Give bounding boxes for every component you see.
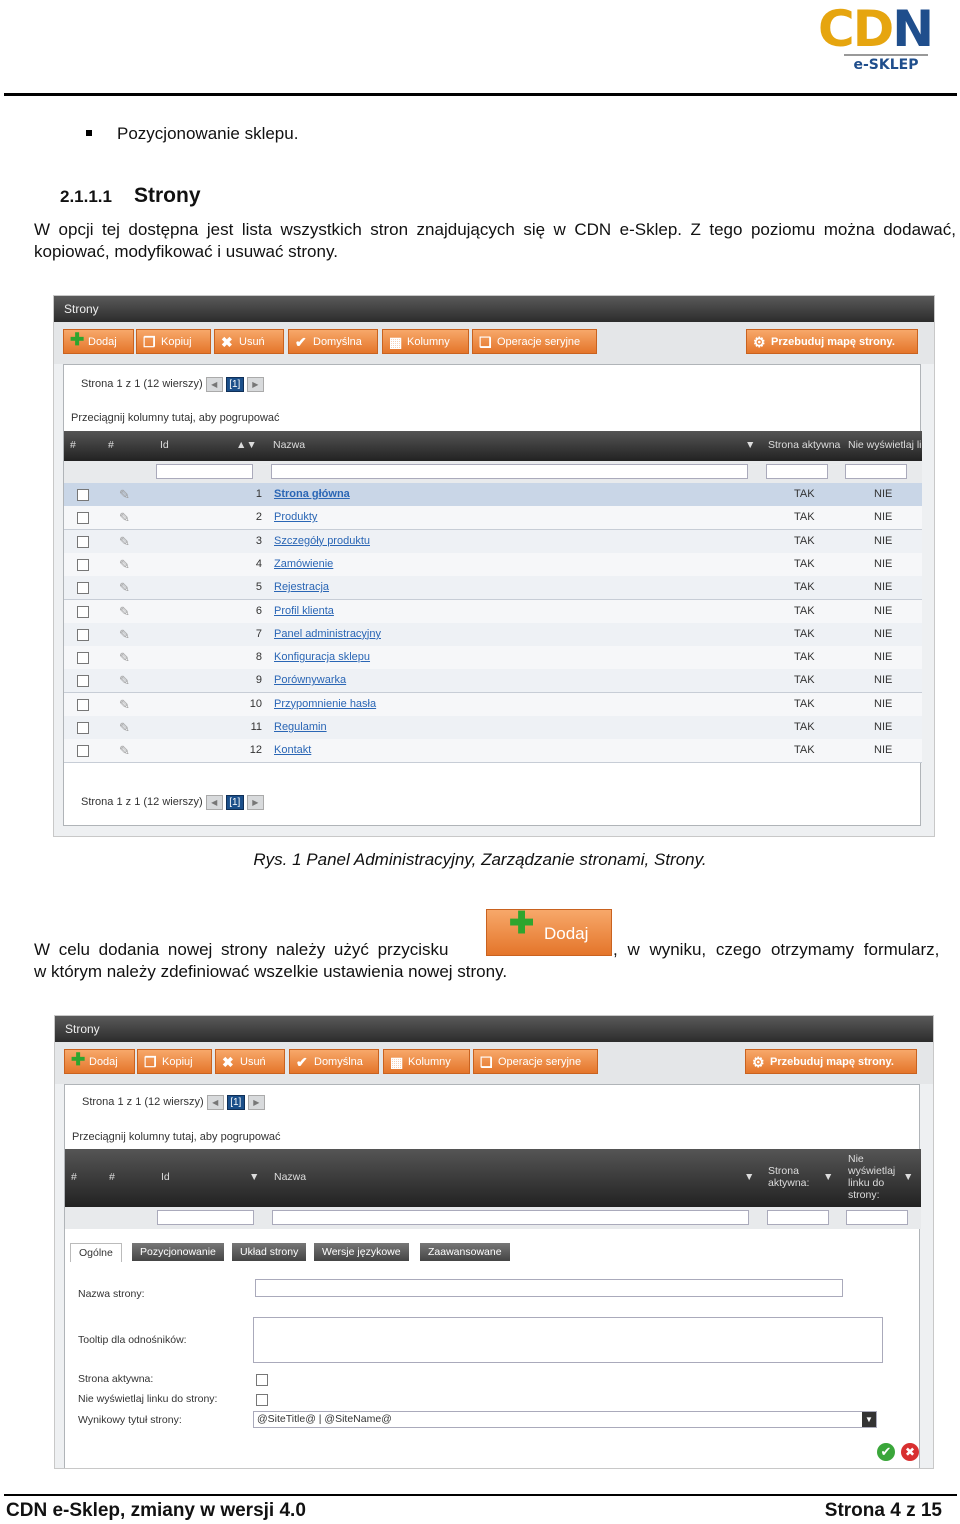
row-name-link[interactable]: Panel administracyjny: [274, 627, 381, 640]
row-hide-link: NIE: [874, 697, 893, 710]
tab-general[interactable]: Ogólne: [70, 1243, 122, 1262]
pager-text: Strona 1 z 1 (12 wierszy): [82, 1096, 204, 1108]
row-name-link[interactable]: Zamówienie: [274, 557, 334, 570]
table-row[interactable]: [64, 530, 922, 554]
check-icon: ✔: [295, 334, 307, 350]
row-hide-link: NIE: [874, 651, 893, 664]
row-hide-link: NIE: [874, 488, 893, 500]
result-title-select[interactable]: @SiteTitle@ | @SiteName@: [253, 1411, 877, 1428]
chevron-down-icon[interactable]: ▼: [862, 1412, 876, 1427]
batch-icon: ❏: [479, 334, 492, 350]
cdn-logo: [818, 0, 936, 74]
col-id[interactable]: Id: [160, 439, 169, 451]
filter-menu-icon[interactable]: ▼: [744, 1171, 755, 1183]
para2-line2: w którym należy zdefiniować wszelkie ustawienia nowej strony.: [34, 962, 508, 981]
row-hide-link: NIE: [874, 721, 893, 733]
grid-container: [63, 364, 921, 826]
row-checkbox[interactable]: [77, 559, 89, 571]
bullet-square-icon: [86, 130, 92, 136]
filter-menu-icon[interactable]: ▼: [249, 1171, 260, 1183]
next-page-icon[interactable]: ▶: [247, 795, 264, 810]
row-name-link[interactable]: Porównywarka: [274, 674, 347, 687]
sitemap-icon: ⚙: [752, 1054, 765, 1070]
tab-layout[interactable]: Układ strony: [232, 1243, 306, 1261]
sitemap-icon: ⚙: [753, 334, 766, 350]
table-row[interactable]: [64, 553, 922, 577]
row-active: TAK: [794, 651, 815, 664]
form-tabs: [70, 1243, 570, 1261]
next-page-icon[interactable]: ▶: [247, 377, 264, 392]
table-row[interactable]: [64, 739, 922, 763]
prev-page-icon[interactable]: ◀: [206, 377, 223, 392]
hide-filter-select[interactable]: [846, 1210, 908, 1225]
edit-icon[interactable]: ✎: [119, 556, 130, 572]
row-name-link[interactable]: Rejestracja: [274, 581, 330, 594]
pager-text: Strona 1 z 1 (12 wierszy): [81, 796, 203, 808]
save-icon[interactable]: ✔: [877, 1443, 895, 1461]
edit-icon[interactable]: ✎: [119, 696, 130, 712]
page-name-input[interactable]: [255, 1279, 843, 1297]
row-id: 3: [255, 534, 262, 547]
copy-button[interactable]: ❐ Kopiuj: [136, 329, 211, 354]
col-hide-link[interactable]: Nie wyświetlaj linku do strony:: [848, 1153, 896, 1201]
row-hide-link: NIE: [874, 557, 893, 570]
copy-button[interactable]: ❐ Kopiuj: [137, 1049, 212, 1074]
footer-divider: [4, 1494, 957, 1496]
table-row[interactable]: [64, 483, 922, 507]
name-filter-input[interactable]: [272, 1210, 749, 1225]
inline-add-button: ✚ Dodaj: [486, 909, 612, 956]
pager-current[interactable]: [1]: [226, 795, 244, 810]
panel-title: Strony: [54, 296, 934, 322]
footer-page-number: Strona 4 z 15: [824, 1500, 942, 1521]
col-hash-1[interactable]: #: [71, 1171, 77, 1183]
id-filter-input[interactable]: [156, 464, 253, 479]
row-checkbox[interactable]: [77, 536, 89, 548]
logo-sub: e-SKLEP: [844, 54, 928, 73]
row-checkbox[interactable]: [77, 745, 89, 757]
filter-row: [64, 461, 922, 483]
pager-text: Strona 1 z 1 (12 wierszy): [81, 378, 203, 390]
row-checkbox[interactable]: [77, 675, 89, 687]
group-hint: Przeciągnij kolumny tutaj, aby pogrupować: [71, 412, 280, 424]
col-hash-1[interactable]: #: [70, 439, 76, 451]
hide-link-label: Nie wyświetlaj linku do strony:: [78, 1393, 218, 1405]
edit-icon[interactable]: ✎: [119, 720, 130, 735]
edit-icon[interactable]: ✎: [119, 626, 130, 642]
table-row[interactable]: [64, 646, 922, 670]
row-hide-link: NIE: [874, 511, 893, 524]
row-checkbox[interactable]: [77, 512, 89, 524]
rebuild-sitemap-button[interactable]: ⚙ Przebuduj mapę strony.: [746, 329, 918, 354]
plus-icon: ✚: [71, 1050, 86, 1069]
copy-icon: ❐: [144, 1054, 157, 1070]
edit-icon[interactable]: ✎: [119, 533, 130, 549]
row-checkbox[interactable]: [77, 489, 89, 501]
row-checkbox[interactable]: [77, 606, 89, 618]
default-button[interactable]: ✔ Domyślna: [288, 329, 378, 354]
row-id: 6: [255, 604, 262, 617]
row-id: 1: [255, 488, 262, 500]
row-active: TAK: [794, 674, 815, 687]
row-active: TAK: [794, 627, 815, 640]
row-id: 7: [255, 627, 262, 640]
row-active: TAK: [794, 534, 815, 547]
table-row[interactable]: [64, 716, 922, 740]
grid-container: [64, 1084, 920, 1469]
row-active: TAK: [794, 557, 815, 570]
logo-main: CDN: [818, 0, 933, 58]
bullet-text: Pozycjonowanie sklepu.: [117, 124, 299, 143]
row-name-link[interactable]: Regulamin: [274, 721, 327, 733]
row-id: 8: [255, 651, 262, 664]
name-filter-input[interactable]: [271, 464, 748, 479]
active-filter-select[interactable]: [766, 464, 828, 479]
row-active: TAK: [794, 697, 815, 710]
header-divider: [4, 93, 957, 96]
active-filter-select[interactable]: [767, 1210, 829, 1225]
delete-button[interactable]: ✖ Usuń: [215, 1049, 285, 1074]
tooltip-textarea[interactable]: [253, 1317, 883, 1363]
columns-button[interactable]: ▦ Kolumny: [383, 1049, 470, 1074]
tab-languages[interactable]: Wersje językowe: [314, 1243, 409, 1261]
tooltip-label: Tooltip dla odnośników:: [78, 1334, 187, 1346]
edit-icon[interactable]: ✎: [119, 673, 130, 689]
tab-advanced[interactable]: Zaawansowane: [420, 1243, 510, 1261]
table-row[interactable]: [64, 600, 922, 624]
row-name-link[interactable]: Profil klienta: [274, 604, 334, 617]
cancel-icon[interactable]: ✖: [901, 1443, 919, 1461]
delete-icon: ✖: [221, 334, 233, 350]
edit-icon[interactable]: ✎: [119, 650, 130, 666]
table-row[interactable]: [64, 693, 922, 717]
row-id: 10: [249, 697, 262, 710]
para2-after: , w wyniku, czego otrzymamy formularz,: [613, 940, 940, 959]
row-hide-link: NIE: [874, 534, 893, 547]
row-id: 2: [255, 511, 262, 524]
row-name-link[interactable]: Przypomnienie hasła: [274, 697, 377, 710]
row-id: 12: [249, 744, 262, 757]
tab-positioning[interactable]: Pozycjonowanie: [132, 1243, 224, 1261]
row-active: TAK: [794, 511, 815, 524]
table-row[interactable]: [64, 623, 922, 647]
columns-button[interactable]: ▦ Kolumny: [382, 329, 469, 354]
row-id: 5: [255, 581, 262, 594]
section-title: Strony: [134, 184, 201, 207]
edit-icon[interactable]: ✎: [119, 510, 130, 526]
row-active: TAK: [794, 604, 815, 617]
panel-title: Strony: [55, 1016, 933, 1042]
id-filter-input[interactable]: [157, 1210, 254, 1225]
row-name-link[interactable]: Szczegóły produktu: [274, 534, 370, 547]
group-hint: Przeciągnij kolumny tutaj, aby pogrupować: [72, 1131, 281, 1143]
page-name-label: Nazwa strony:: [78, 1288, 145, 1300]
add-page-form-screenshot: [54, 1015, 934, 1469]
row-id: 11: [250, 721, 262, 733]
rebuild-sitemap-button[interactable]: ⚙ Przebuduj mapę strony.: [745, 1049, 917, 1074]
prev-page-icon[interactable]: ◀: [207, 1095, 224, 1110]
pager-current[interactable]: [1]: [226, 377, 244, 392]
row-checkbox[interactable]: [77, 582, 89, 594]
grid-header: [65, 1149, 921, 1207]
row-hide-link: NIE: [874, 744, 893, 757]
col-name[interactable]: Nazwa: [274, 1171, 307, 1183]
figure-caption: Rys. 1 Panel Administracyjny, Zarządzanie stronami, Strony.: [253, 850, 707, 869]
add-button[interactable]: ✚ Dodaj: [64, 1049, 135, 1074]
grid-header: [64, 431, 922, 461]
sort-asc-icon[interactable]: ▲▼: [236, 439, 257, 451]
delete-icon: ✖: [222, 1054, 234, 1070]
edit-icon[interactable]: ✎: [119, 487, 130, 502]
next-page-icon[interactable]: ▶: [248, 1095, 265, 1110]
copy-icon: ❐: [143, 334, 156, 350]
section-heading: [60, 184, 201, 208]
hide-filter-select[interactable]: [845, 464, 907, 479]
row-hide-link: NIE: [874, 581, 893, 594]
row-hide-link: NIE: [874, 674, 893, 687]
row-name-link[interactable]: Konfiguracja sklepu: [274, 651, 371, 664]
section-number: 2.1.1.1: [60, 187, 112, 206]
pager-current[interactable]: [1]: [227, 1095, 245, 1110]
row-active: TAK: [794, 721, 815, 733]
pages-panel-screenshot: [53, 295, 935, 837]
toolbar: [55, 1042, 933, 1084]
hide-link-checkbox[interactable]: [256, 1394, 268, 1406]
filter-menu-icon[interactable]: ▼: [823, 1171, 834, 1183]
filter-menu-icon[interactable]: ▼: [903, 1171, 914, 1183]
col-hash-2[interactable]: #: [109, 1171, 115, 1183]
row-active: TAK: [794, 744, 815, 757]
row-id: 4: [255, 557, 262, 570]
row-checkbox[interactable]: [77, 722, 89, 734]
edit-icon[interactable]: ✎: [119, 580, 130, 596]
toolbar: [54, 322, 934, 364]
delete-button[interactable]: ✖ Usuń: [214, 329, 284, 354]
batch-operations-button[interactable]: ❏ Operacje seryjne: [473, 1049, 598, 1074]
row-checkbox[interactable]: [77, 629, 89, 641]
bullet-item: [86, 124, 298, 144]
row-active: TAK: [794, 581, 815, 594]
row-name-link[interactable]: Kontakt: [274, 744, 312, 757]
row-id: 9: [255, 674, 262, 687]
col-hide-link[interactable]: Nie wyświetlaj li: [848, 439, 922, 451]
batch-icon: ❏: [480, 1054, 493, 1070]
intro-paragraph: W opcji tej dostępna jest lista wszystkich stron znajdujących się w CDN e-Sklep. Z tego poziomu można dodawać, kopiować, modyfikować i usuwać strony.: [34, 220, 956, 261]
row-checkbox[interactable]: [77, 699, 89, 711]
filter-menu-icon[interactable]: ▼: [745, 439, 756, 451]
check-icon: ✔: [296, 1054, 308, 1070]
col-name[interactable]: Nazwa: [273, 439, 306, 451]
active-label: Strona aktywna:: [78, 1373, 154, 1385]
table-row[interactable]: [64, 576, 922, 600]
prev-page-icon[interactable]: ◀: [206, 795, 223, 810]
columns-icon: ▦: [389, 334, 403, 350]
plus-icon: ✚: [509, 907, 535, 940]
col-active[interactable]: Strona aktywna:: [768, 1165, 810, 1189]
col-hash-2[interactable]: #: [108, 439, 114, 451]
row-name-link[interactable]: Strona główna: [274, 488, 350, 500]
edit-icon[interactable]: ✎: [119, 743, 130, 759]
batch-operations-button[interactable]: ❏ Operacje seryjne: [472, 329, 597, 354]
col-active[interactable]: Strona aktywna: [768, 439, 841, 451]
para2-before: W celu dodania nowej strony należy użyć przycisku: [34, 940, 449, 959]
row-active: TAK: [794, 488, 815, 500]
pager-top: [82, 1093, 265, 1111]
footer-left: CDN e-Sklep, zmiany w wersji 4.0: [6, 1500, 306, 1521]
result-title-label: Wynikowy tytuł strony:: [78, 1414, 182, 1426]
plus-icon: ✚: [70, 330, 85, 349]
row-checkbox[interactable]: [77, 652, 89, 664]
filter-row: [65, 1207, 921, 1229]
table-row[interactable]: [64, 506, 922, 530]
active-checkbox[interactable]: [256, 1374, 268, 1386]
table-row[interactable]: [64, 669, 922, 693]
add-button[interactable]: ✚ Dodaj: [63, 329, 134, 354]
edit-icon[interactable]: ✎: [119, 603, 130, 619]
row-hide-link: NIE: [874, 604, 893, 617]
pager-top: [81, 375, 264, 393]
col-id[interactable]: Id: [161, 1171, 170, 1183]
columns-icon: ▦: [390, 1054, 404, 1070]
default-button[interactable]: ✔ Domyślna: [289, 1049, 379, 1074]
row-hide-link: NIE: [874, 627, 893, 640]
row-name-link[interactable]: Produkty: [274, 511, 318, 524]
pager-bottom: [81, 793, 264, 811]
